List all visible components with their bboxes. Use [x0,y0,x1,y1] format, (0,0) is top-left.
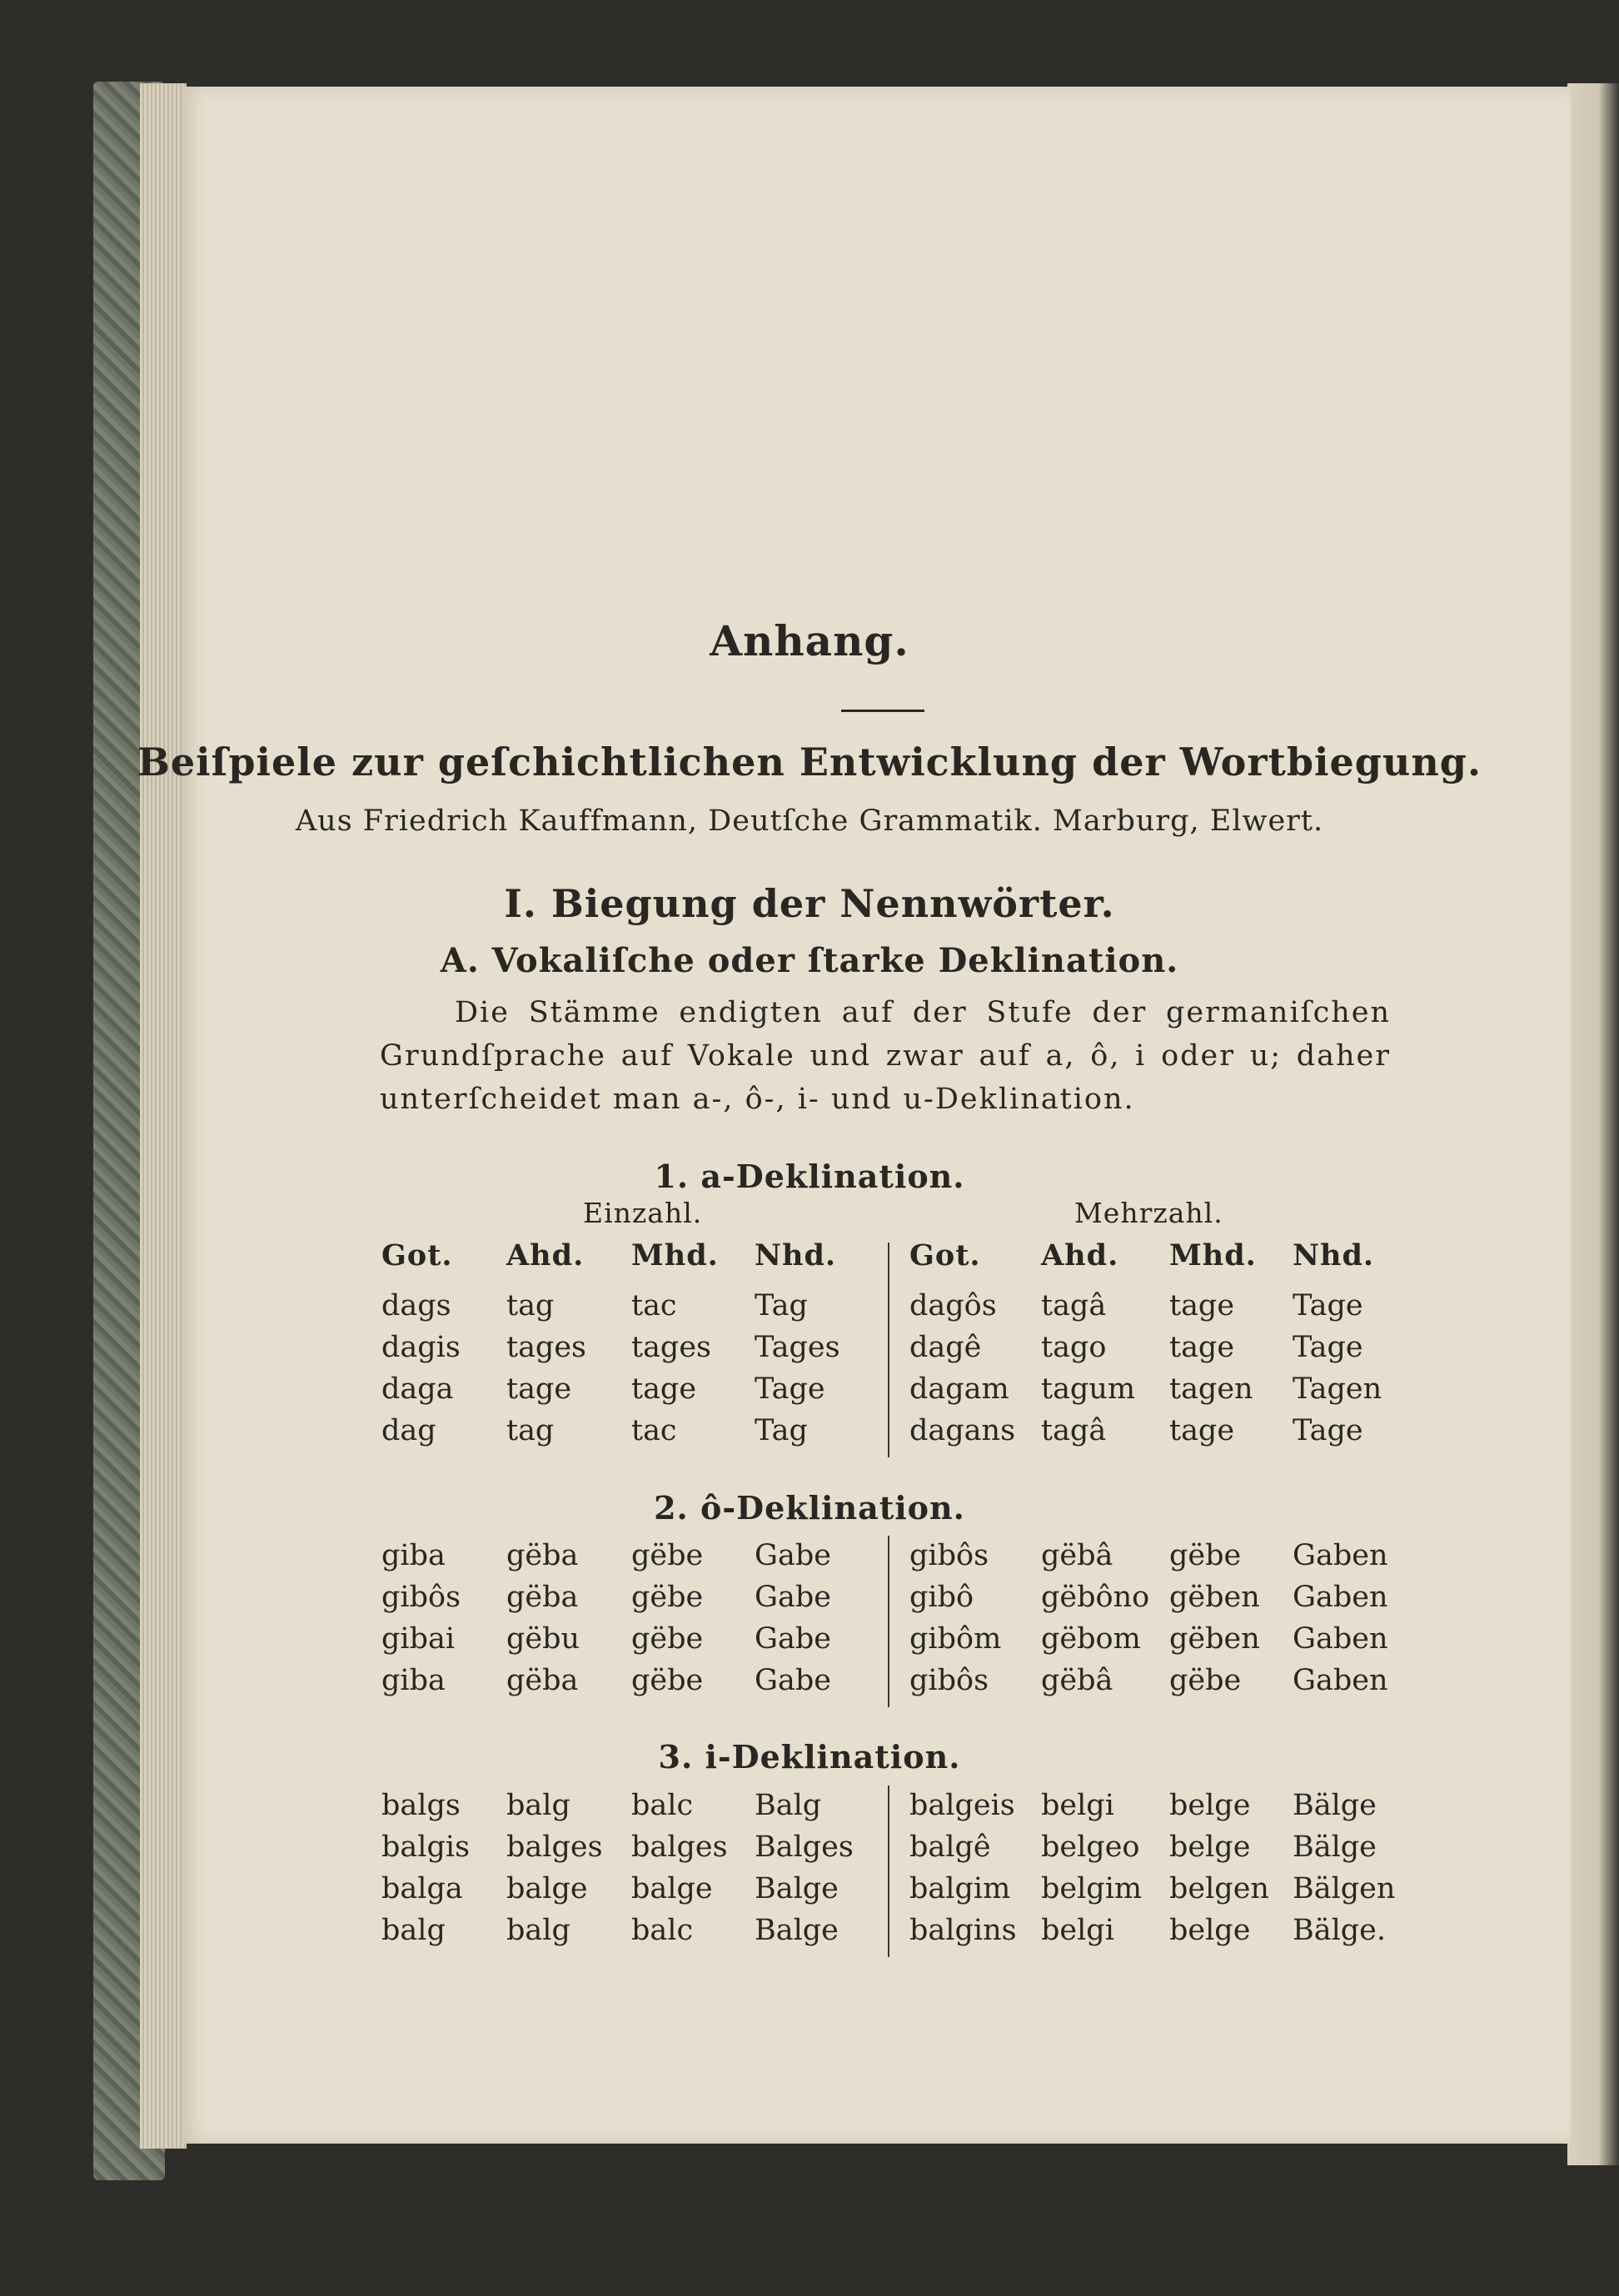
table-cell: dags [381,1289,451,1322]
table-cell: daga [381,1372,454,1406]
table-cell: balg [381,1914,446,1947]
table-cell: giba [381,1664,446,1697]
table-cell: gëben [1169,1581,1260,1614]
table-cell: Bälgen [1293,1872,1396,1905]
table-cell: balge [506,1872,588,1905]
table-cell: tago [1041,1331,1107,1364]
table-cell: Balg [755,1789,822,1822]
section-heading: I. Biegung der Nennwörter. [504,881,1115,926]
table-cell: gëbe [1169,1539,1242,1572]
table-cell: dagans [909,1414,1016,1447]
table-cell: belge [1169,1789,1251,1822]
intro-paragraph-text: Die Stämme endigten auf der Stufe der germaniſchen Grundſprache auf Vokale und zwar auf a, ô, i oder u; daher unterſcheidet man a-, ô-, i- und u-Deklination. [380,996,1391,1116]
table-cell: tagum [1041,1372,1136,1406]
table-cell: gibôm [909,1622,1002,1656]
table-cell: balge [631,1872,713,1905]
table-cell: Tage [1293,1289,1363,1322]
table-cell: dagê [909,1331,982,1364]
source-citation: Aus Friedrich Kauffmann, Deutſche Grammatik. Marburg, Elwert. [295,804,1324,838]
table-cell: gëbom [1041,1622,1141,1656]
table-cell: balc [631,1914,694,1947]
table-cell: balc [631,1789,694,1822]
page-edges [140,83,187,2149]
singular-label: Einzahl. [583,1197,703,1229]
table-cell: Bälge [1293,1830,1377,1864]
table-cell: gëbôno [1041,1581,1150,1614]
table-cell: gëbâ [1041,1664,1113,1697]
table-cell: gëbe [631,1539,704,1572]
table-cell: giba [381,1539,446,1572]
table-cell: gibôs [381,1581,461,1614]
table-cell: gibai [381,1622,456,1656]
table-cell: tagâ [1041,1289,1107,1322]
table-cell: tac [631,1289,677,1322]
table-cell: gibôs [909,1664,989,1697]
table-cell: balges [631,1830,728,1864]
table-cell: balg [506,1914,570,1947]
table-cell: belgi [1041,1789,1114,1822]
intro-paragraph [380,991,1391,1121]
table-cell: balgis [381,1830,471,1864]
table-cell: Bälge. [1293,1914,1387,1947]
table-cell: dag [381,1414,436,1447]
table-cell: tag [506,1414,555,1447]
plural-label: Mehrzahl. [1074,1197,1223,1229]
column-header: Mhd. [1169,1238,1257,1273]
table-cell: belgi [1041,1914,1114,1947]
table-cell: Balges [755,1830,854,1864]
table-cell: balgs [381,1789,461,1822]
table-cell: gëben [1169,1622,1260,1656]
table-cell: tag [506,1289,555,1322]
table-cell: tage [631,1372,697,1406]
table-cell: balgim [909,1872,1011,1905]
table-cell: Tag [755,1414,808,1447]
declension-heading: 3. i-Deklination. [658,1738,961,1776]
table-cell: Gabe [755,1581,831,1614]
table-cell: tage [1169,1289,1235,1322]
table-cell: Gabe [755,1664,831,1697]
table-cell: belgeo [1041,1830,1140,1864]
column-header: Got. [381,1238,453,1273]
table-cell: tages [631,1331,712,1364]
table-cell: Gabe [755,1539,831,1572]
table-cell: balg [506,1789,570,1822]
table-cell: belge [1169,1914,1251,1947]
table-cell: gëba [506,1664,579,1697]
table-cell: Tage [1293,1414,1363,1447]
table-cell: tages [506,1331,587,1364]
table-cell: balga [381,1872,463,1905]
subsection-heading: A. Vokaliſche oder ſtarke Deklination. [440,941,1179,980]
declension-heading: 1. a-Deklination. [654,1158,965,1195]
table-cell: tage [506,1372,572,1406]
table-cell: Tage [1293,1331,1363,1364]
table-cell: gibô [909,1581,974,1614]
table-cell: Gaben [1293,1664,1388,1697]
table-cell: tage [1169,1414,1235,1447]
declension-heading: 2. ô-Deklination. [654,1489,965,1527]
table-cell: Gaben [1293,1622,1388,1656]
table-cell: belgim [1041,1872,1143,1905]
table-cell: tage [1169,1331,1235,1364]
table-cell: balgins [909,1914,1017,1947]
table-cell: belge [1169,1830,1251,1864]
facing-page-edge [1567,83,1619,2165]
table-cell: tagâ [1041,1414,1107,1447]
table-cell: gëbe [631,1664,704,1697]
column-header: Ahd. [506,1238,585,1273]
table-cell: dagam [909,1372,1009,1406]
table-cell: gibôs [909,1539,989,1572]
table-cell: gëbe [1169,1664,1242,1697]
column-header: Mhd. [631,1238,719,1273]
page-subtitle: Beiſpiele zur geſchichtlichen Entwicklung der Wortbiegung. [137,740,1482,784]
column-divider [888,1243,889,1457]
column-divider [888,1536,889,1707]
title-divider [841,710,924,712]
table-cell: Tagen [1293,1372,1382,1406]
table-cell: Tag [755,1289,808,1322]
table-cell: dagis [381,1331,461,1364]
table-cell: Tage [755,1372,825,1406]
page-title: Anhang. [710,616,909,665]
table-cell: dagôs [909,1289,997,1322]
table-cell: balgeis [909,1789,1015,1822]
table-cell: gëbâ [1041,1539,1113,1572]
table-cell: tac [631,1414,677,1447]
table-cell: Balge [755,1914,839,1947]
table-cell: Gaben [1293,1581,1388,1614]
table-cell: Gabe [755,1622,831,1656]
column-header: Ahd. [1041,1238,1119,1273]
table-cell: balgê [909,1830,991,1864]
table-cell: gëbe [631,1581,704,1614]
column-header: Nhd. [755,1238,837,1273]
table-cell: belgen [1169,1872,1269,1905]
table-cell: gëbu [506,1622,580,1656]
table-cell: Gaben [1293,1539,1388,1572]
column-header: Nhd. [1293,1238,1375,1273]
table-cell: tagen [1169,1372,1253,1406]
column-header: Got. [909,1238,981,1273]
table-cell: gëba [506,1539,579,1572]
table-cell: balges [506,1830,603,1864]
table-cell: gëbe [631,1622,704,1656]
table-cell: Bälge [1293,1789,1377,1822]
table-cell: Tages [755,1331,840,1364]
column-divider [888,1786,889,1957]
table-cell: Balge [755,1872,839,1905]
table-cell: gëba [506,1581,579,1614]
